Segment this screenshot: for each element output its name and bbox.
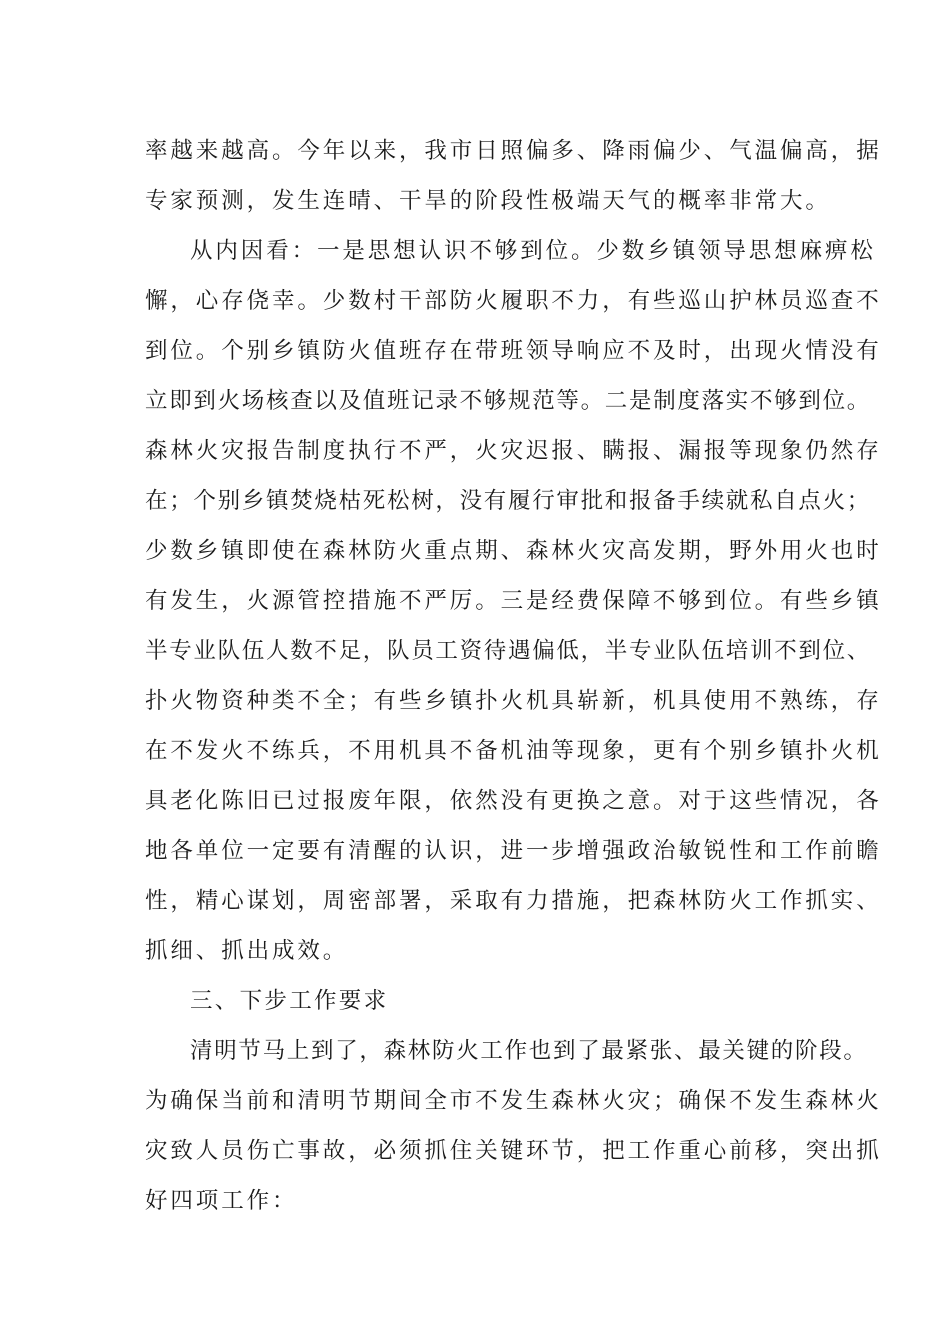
text-line: 为确保当前和清明节期间全市不发生森林火灾；确保不发生森林火 <box>145 1088 882 1114</box>
text-line: 好四项工作： <box>145 1188 298 1214</box>
text-line: 在；个别乡镇焚烧枯死松树，没有履行审批和报备手续就私自点火； <box>145 488 872 514</box>
text-line: 扑火物资种类不全；有些乡镇扑火机具崭新，机具使用不熟练，存 <box>145 688 882 714</box>
text-line: 少数乡镇即使在森林防火重点期、森林火灾高发期，野外用火也时 <box>145 538 882 564</box>
text-line: 有发生，火源管控措施不严厉。三是经费保障不够到位。有些乡镇 <box>145 588 882 614</box>
text-line: 专家预测，发生连晴、干旱的阶段性极端天气的概率非常大。 <box>145 188 831 214</box>
text-line: 性，精心谋划，周密部署，采取有力措施，把森林防火工作抓实、 <box>145 888 882 914</box>
text-line: 半专业队伍人数不足，队员工资待遇偏低，半专业队伍培训不到位、 <box>145 638 872 664</box>
text-line: 从内因看：一是思想认识不够到位。少数乡镇领导思想麻痹松 <box>190 238 876 264</box>
text-line: 清明节马上到了，森林防火工作也到了最紧张、最关键的阶段。 <box>190 1038 868 1064</box>
text-line: 立即到火场核查以及值班记录不够规范等。二是制度落实不够到位。 <box>145 388 872 414</box>
text-line: 具老化陈旧已过报废年限，依然没有更换之意。对于这些情况，各 <box>145 788 882 814</box>
text-line: 抓细、抓出成效。 <box>145 938 349 964</box>
text-line: 地各单位一定要有清醒的认识，进一步增强政治敏锐性和工作前瞻 <box>145 838 882 864</box>
text-line: 到位。个别乡镇防火值班存在带班领导响应不及时，出现火情没有 <box>145 338 882 364</box>
section-heading: 三、下步工作要求 <box>190 988 389 1014</box>
text-line: 率越来越高。今年以来，我市日照偏多、降雨偏少、气温偏高，据 <box>145 138 882 164</box>
text-line: 在不发火不练兵，不用机具不备机油等现象，更有个别乡镇扑火机 <box>145 738 882 764</box>
text-line: 懈，心存侥幸。少数村干部防火履职不力，有些巡山护林员巡查不 <box>145 288 882 314</box>
text-line: 灾致人员伤亡事故，必须抓住关键环节，把工作重心前移，突出抓 <box>145 1138 882 1164</box>
text-line: 森林火灾报告制度执行不严，火灾迟报、瞒报、漏报等现象仍然存 <box>145 438 882 464</box>
